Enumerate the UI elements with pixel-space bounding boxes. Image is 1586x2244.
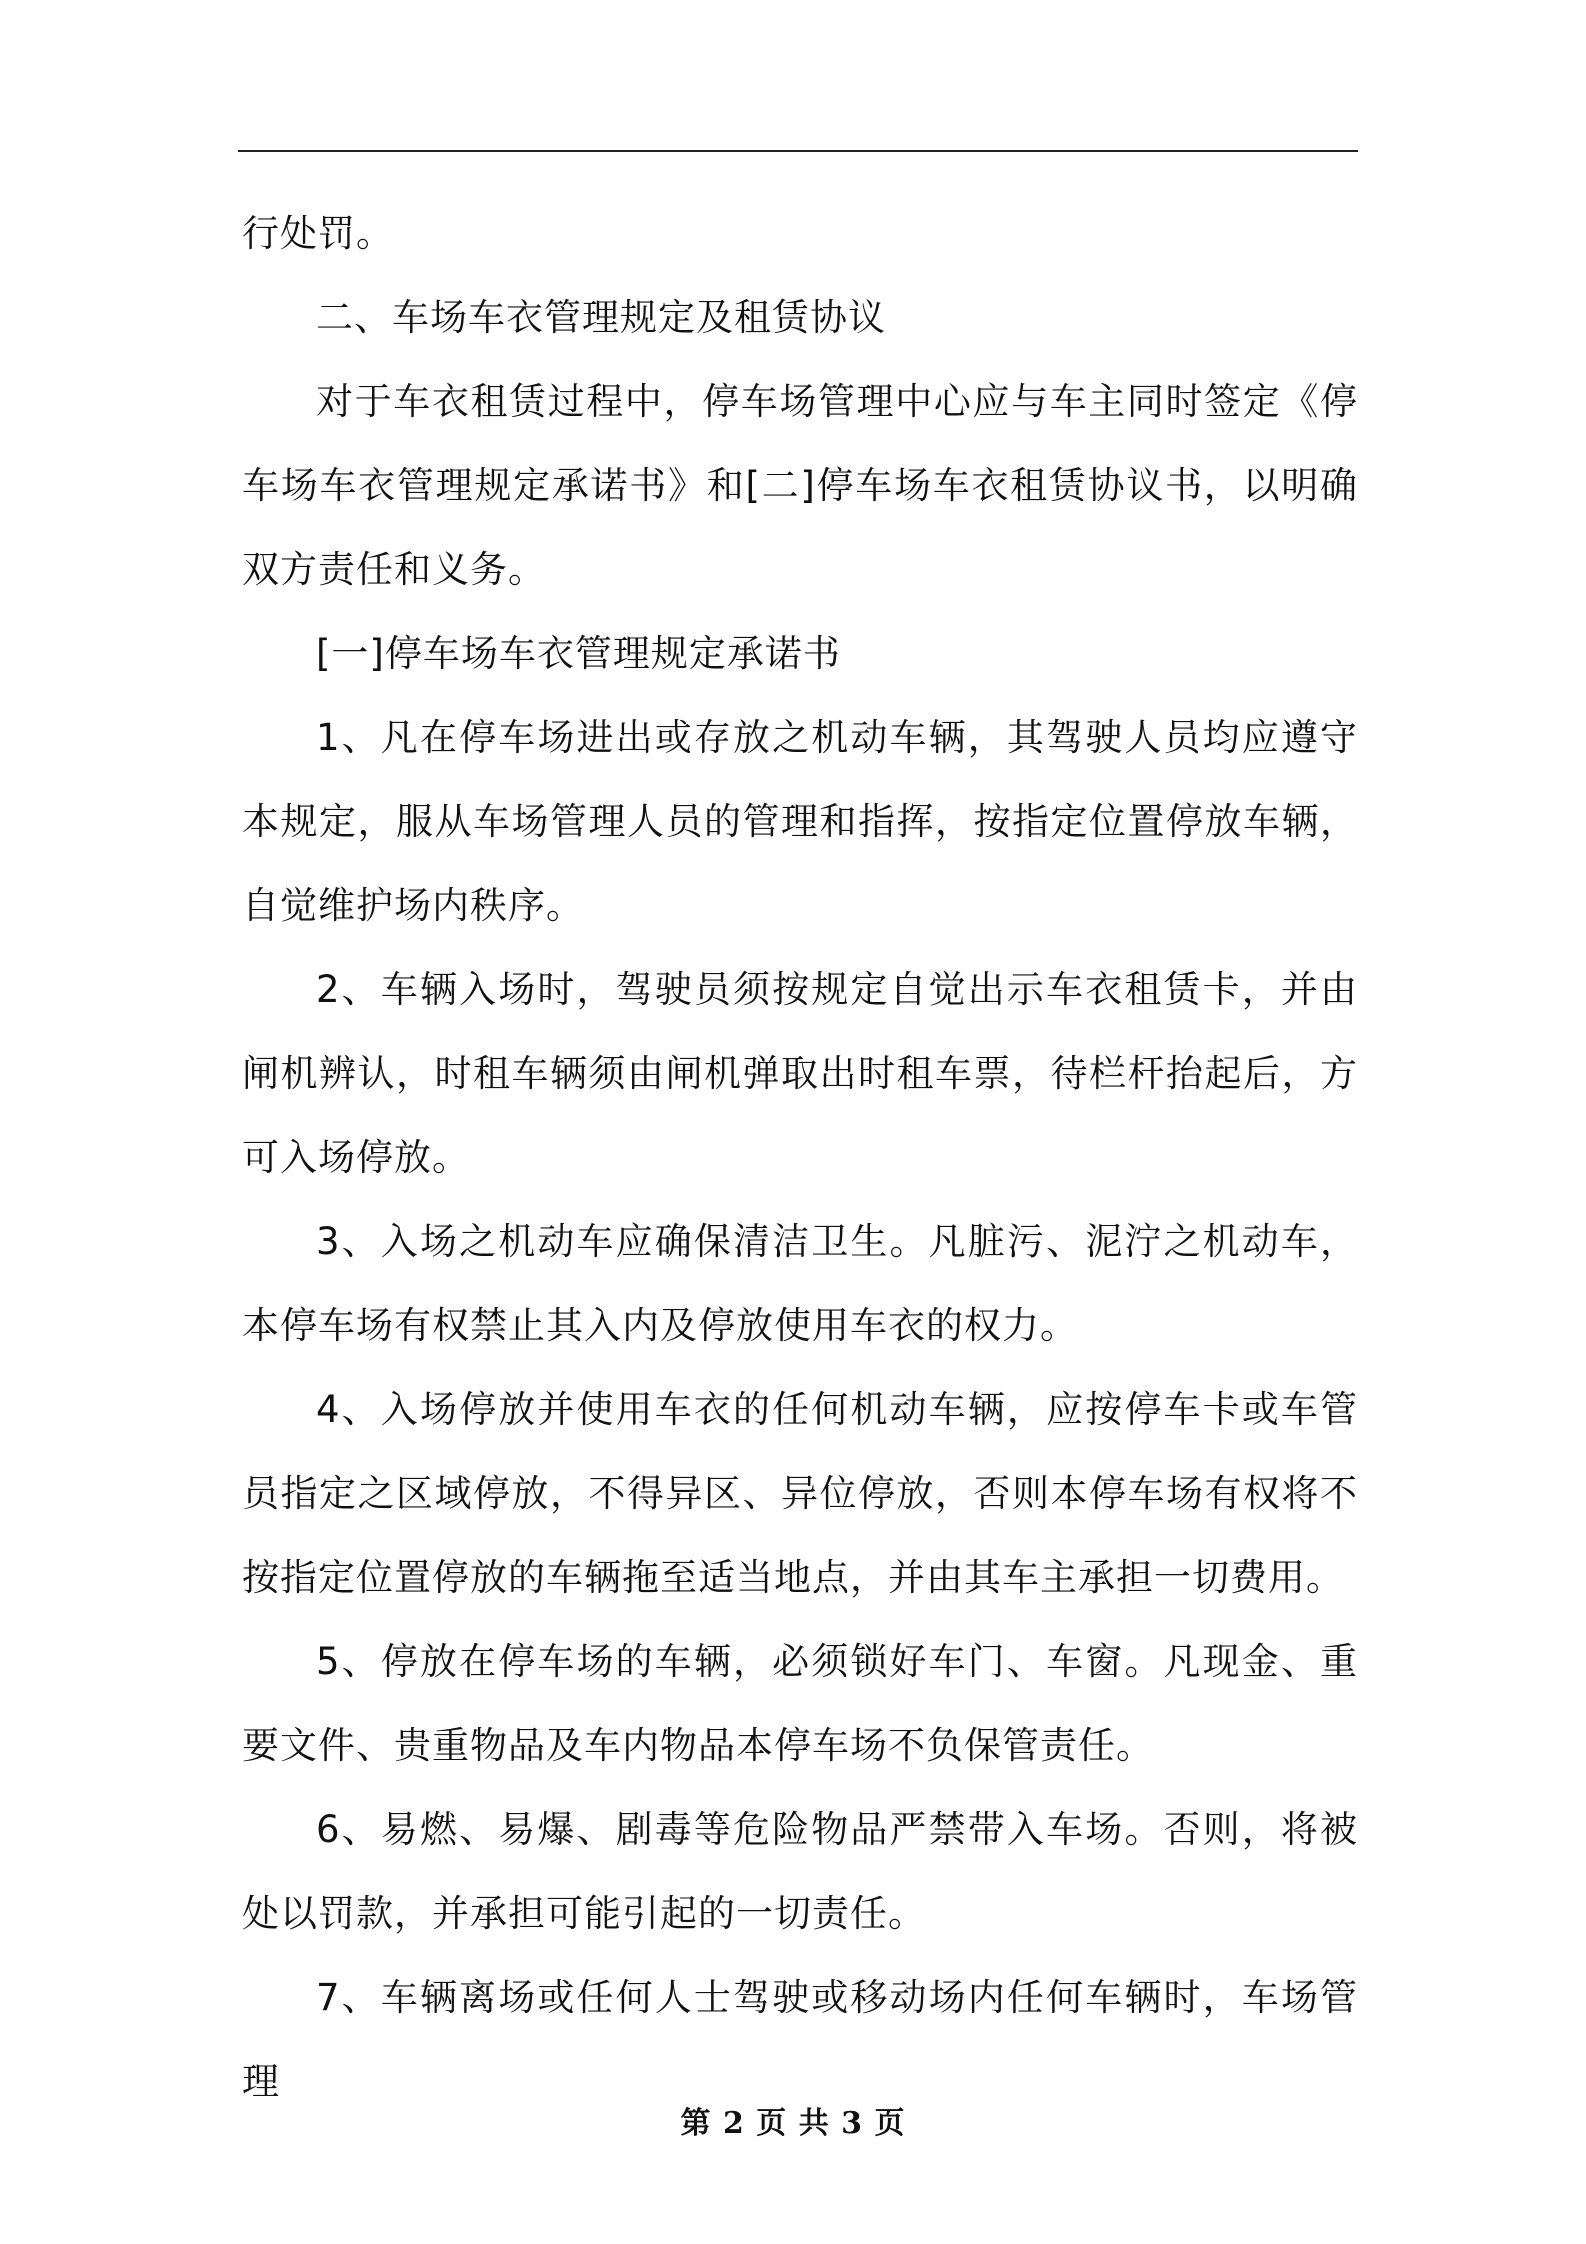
page-number-footer: 第 2 页 共 3 页 (680, 2106, 906, 2141)
clause-2: 2、车辆入场时，驾驶员须按规定自觉出示车衣租赁卡，并由闸机辨认，时租车辆须由闸机弹取出时租车票，待栏杆抬起后，方可入场停放。 (242, 968, 1358, 1179)
clause-1: 1、凡在停车场进出或存放之机动车辆，其驾驶人员均应遵守本规定，服从车场管理人员的管理和指挥，按指定位置停放车辆，自觉维护场内秩序。 (242, 716, 1358, 927)
clause-3: 3、入场之机动车应确保清洁卫生。凡脏污、泥泞之机动车，本停车场有权禁止其入内及停放使用车衣的权力。 (242, 1220, 1358, 1347)
header-rule (238, 150, 1358, 152)
paragraph: 对于车衣租赁过程中，停车场管理中心应与车主同时签定《停车场车衣管理规定承诺书》和[二]停车场车衣租赁协议书，以明确双方责任和义务。 (242, 380, 1358, 591)
clause-7: 7、车辆离场或任何人士驾驶或移动场内任何车辆时，车场管理 (242, 1976, 1358, 2103)
section-heading: 二、车场车衣管理规定及租赁协议 (316, 296, 886, 339)
subsection-heading: [一]停车场车衣管理规定承诺书 (316, 632, 841, 675)
clause-6: 6、易燃、易爆、剧毒等危险物品严禁带入车场。否则，将被处以罚款，并承担可能引起的一切责任。 (242, 1808, 1358, 1935)
paragraph: 行处罚。 (242, 212, 394, 255)
clause-5: 5、停放在停车场的车辆，必须锁好车门、车窗。凡现金、重要文件、贵重物品及车内物品本停车场不负保管责任。 (242, 1640, 1358, 1767)
document-body (242, 192, 1358, 2124)
clause-4: 4、入场停放并使用车衣的任何机动车辆，应按停车卡或车管员指定之区域停放，不得异区、异位停放，否则本停车场有权将不按指定位置停放的车辆拖至适当地点，并由其车主承担一切费用。 (242, 1388, 1358, 1599)
